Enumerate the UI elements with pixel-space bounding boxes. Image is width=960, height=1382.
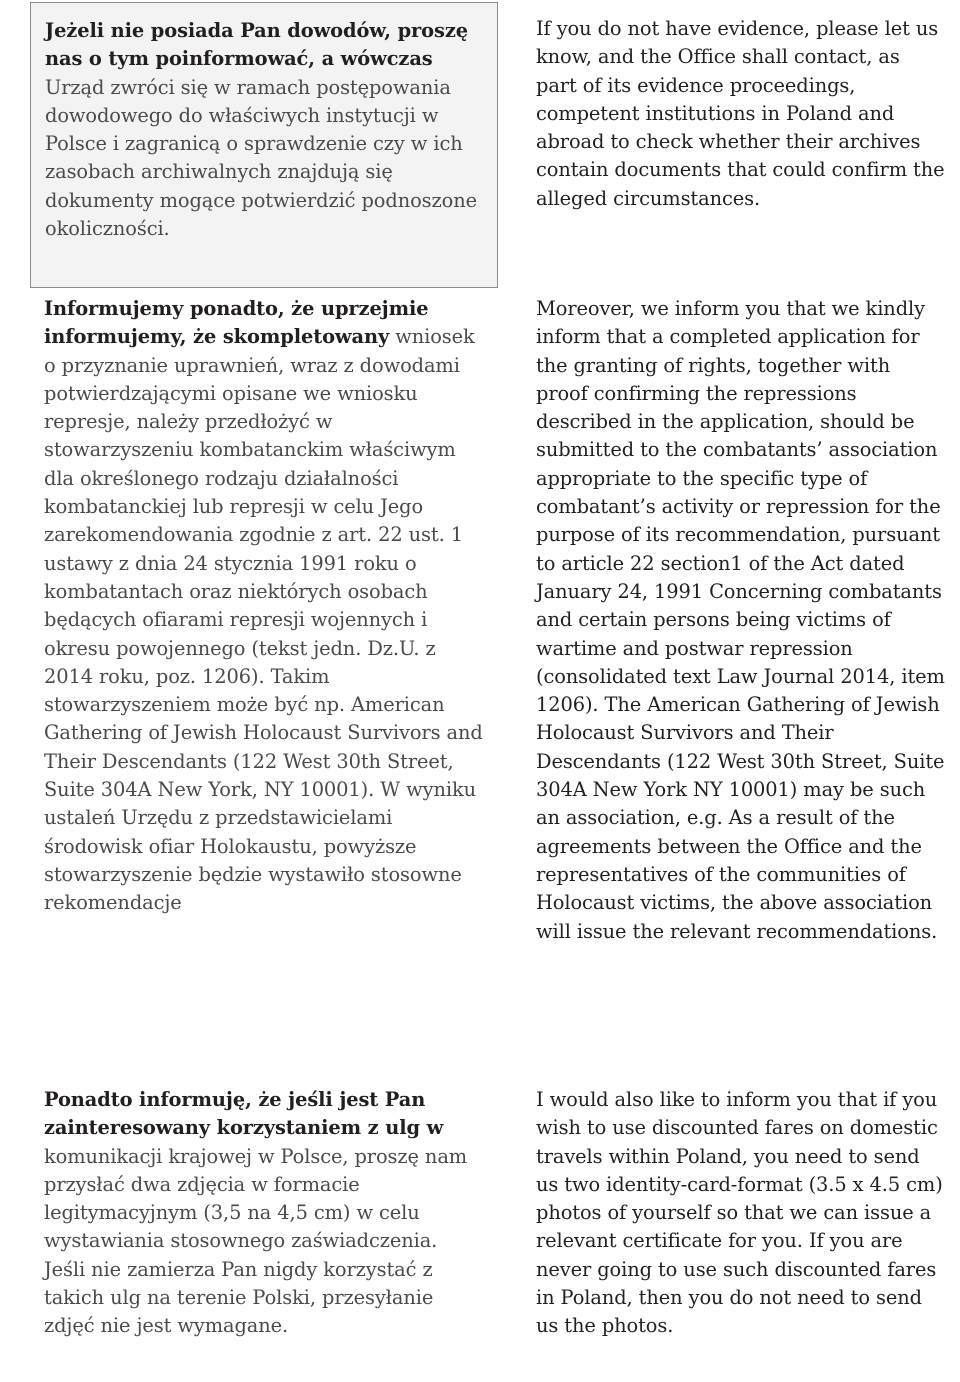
row1-polish-bold: Jeżeli nie posiada Pan dowodów, proszę nas o tym poinformować, a wówczas [45,19,468,71]
row2-polish-cell [44,295,484,918]
row2-polish-bold: Informujemy ponadto, że uprzejmie informujemy, że skompletowany [44,297,429,349]
row1-polish-cell [30,2,498,288]
row2-polish-paragraph [44,295,484,918]
row3-polish-bold: Ponadto informuję, że jeśli jest Pan zainteresowany korzystaniem z ulg w [44,1088,444,1140]
row3-polish-text: komunikacji krajowej w Polsce, proszę nam przysłać dwa zdjęcia w formacie legitymacyjnym (3,5 na 4,5 cm) w celu wystawiania stosownego zaświadczenia. Jeśli nie zamierza Pan nigdy korzystać z takich ulg na terenie Polski, przesyłanie zdjęć nie jest wymagane. [44,1144,468,1338]
row1-english-cell [536,15,946,213]
row2-polish-text: wniosek o przyznanie uprawnień, wraz z dowodami potwierdzającymi opisane we wniosku represje, należy przedłożyć w stowarzyszeniu kombatanckim właściwym dla określonego rodzaju działalności kombatanckiej lub represji w celu Jego zarekomendowania zgodnie z art. 22 ust. 1 ustawy z dnia 24 stycznia 1991 roku o kombatantach oraz niektórych osobach będących ofiarami represji wojennych i okresu powojennego (tekst jedn. Dz.U. z 2014 roku, poz. 1206). Takim stowarzyszeniem może być np. American Gathering of Jewish Holocaust Survivors and Their Descendants (122 West 30th Street, Suite 304A New York, NY 10001). W wyniku ustaleń Urzędu z przedstawicielami środowisk ofiar Holokaustu, powyższe stowarzyszenie będzie wystawiło stosowne rekomendacje [44,325,483,915]
row2-english-text: Moreover, we inform you that we kindly inform that a completed application for the granting of rights, together with proof confirming the repressions described in the application, should be submitted to the combatants’ association appropriate to the specific type of combatant’s activity or repression for the purpose of its recommendation, pursuant to article 22 section1 of the Act dated January 24, 1991 Concerning combatants and certain persons being victims of wartime and postwar repression (consolidated text Law Journal 2014, item 1206). The American Gathering of Jewish Holocaust Survivors and Their Descendants (122 West 30th Street, Suite 304A New York NY 10001) may be such an association, e.g. As a result of the agreements between the Office and the representatives of the communities of Holocaust victims, the above association will issue the relevant recommendations. [536,297,945,943]
row1-polish-paragraph [45,17,487,243]
row2-english-cell [536,295,946,946]
row3-polish-cell [44,1086,484,1341]
row1-polish-text: Urząd zwróci się w ramach postępowania dowodowego do właściwych instytucji w Polsce i zagranicą o sprawdzenie czy w ich zasobach archiwalnych znajdują się dokumenty mogące potwierdzić podnoszone okoliczności. [45,75,477,241]
row3-english-cell [536,1086,946,1341]
row3-english-text: I would also like to inform you that if you wish to use discounted fares on domestic travels within Poland, you need to send us two identity-card-format (3.5 x 4.5 cm) photos of yourself so that we can issue a relevant certificate for you. If you are never going to use such discounted fares in Poland, then you do not need to send us the photos. [536,1088,943,1338]
row3-polish-paragraph [44,1086,484,1341]
row1-english-text: If you do not have evidence, please let us know, and the Office shall contact, as part of its evidence proceedings, competent institutions in Poland and abroad to check whether their archives contain documents that could confirm the alleged circumstances. [536,17,945,210]
